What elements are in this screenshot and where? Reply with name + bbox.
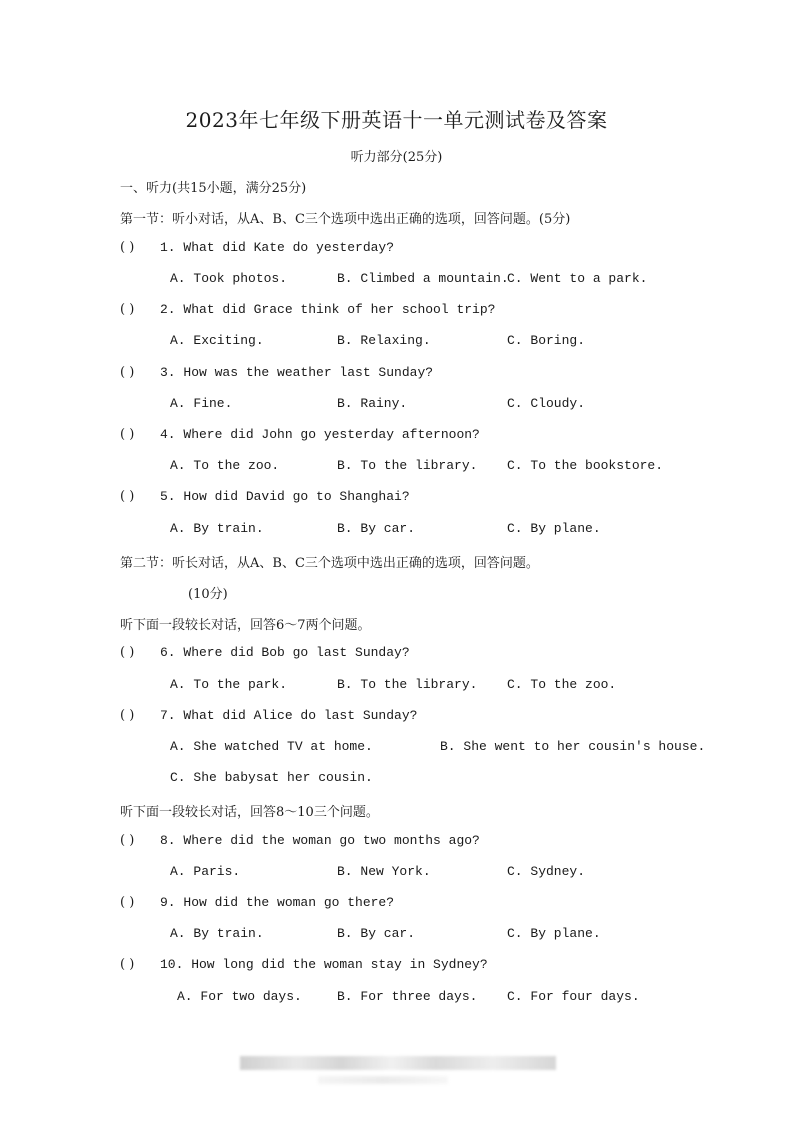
- option-b: B. To the library.: [337, 458, 478, 473]
- answer-blank[interactable]: ( ): [120, 957, 135, 972]
- page-title: 2023年七年级下册英语十一单元测试卷及答案: [185, 108, 608, 132]
- option-b: B. She went to her cousin's house.: [440, 739, 706, 754]
- option-a: A. For two days.: [177, 989, 302, 1004]
- option-b: B. For three days.: [337, 989, 478, 1004]
- option-c: C. For four days.: [507, 989, 640, 1004]
- part-two-score: (10分): [188, 587, 228, 602]
- answer-blank[interactable]: ( ): [120, 302, 135, 317]
- option-b: B. By car.: [337, 926, 416, 941]
- answer-blank[interactable]: ( ): [120, 489, 135, 504]
- option-a: A. To the zoo.: [170, 458, 280, 473]
- option-c: C. Went to a park.: [507, 271, 648, 286]
- option-a: A. Took photos.: [170, 271, 288, 286]
- option-c: C. To the bookstore.: [507, 458, 664, 473]
- option-b: B. Relaxing.: [337, 333, 431, 348]
- option-a: A. Exciting.: [170, 333, 264, 348]
- option-c: C. By plane.: [507, 521, 601, 536]
- option-a: A. To the park.: [170, 677, 288, 692]
- option-c: C. She babysat her cousin.: [170, 770, 373, 785]
- question-text: 10. How long did the woman stay in Sydney?: [160, 957, 488, 972]
- option-c: C. Boring.: [507, 333, 586, 348]
- question-text: 2. What did Grace think of her school trip?: [160, 302, 496, 317]
- option-c: C. By plane.: [507, 926, 601, 941]
- answer-blank[interactable]: ( ): [120, 833, 135, 848]
- question-text: 1. What did Kate do yesterday?: [160, 240, 395, 255]
- question-text: 4. Where did John go yesterday afternoon?: [160, 427, 480, 442]
- question-text: 6. Where did Bob go last Sunday?: [160, 645, 410, 660]
- option-a: A. She watched TV at home.: [170, 739, 373, 754]
- question-text: 8. Where did the woman go two months ago?: [160, 833, 480, 848]
- option-a: A. By train.: [170, 926, 264, 941]
- question-text: 3. How was the weather last Sunday?: [160, 365, 434, 380]
- option-b: B. To the library.: [337, 677, 478, 692]
- question-text: 9. How did the woman go there?: [160, 895, 395, 910]
- answer-blank[interactable]: ( ): [120, 895, 135, 910]
- dialogue-instructions: 听下面一段较长对话，回答8～10三个问题。: [120, 805, 379, 820]
- option-b: B. New York.: [337, 864, 431, 879]
- dialogue-instructions: 听下面一段较长对话，回答6～7两个问题。: [120, 618, 371, 633]
- option-a: A. By train.: [170, 521, 264, 536]
- answer-blank[interactable]: ( ): [120, 645, 135, 660]
- option-a: A. Paris.: [170, 864, 241, 879]
- blurred-footer-watermark: [240, 1056, 556, 1070]
- option-c: C. Sydney.: [507, 864, 586, 879]
- option-b: B. By car.: [337, 521, 416, 536]
- answer-blank[interactable]: ( ): [120, 365, 135, 380]
- option-b: B. Rainy.: [337, 396, 408, 411]
- answer-blank[interactable]: ( ): [120, 708, 135, 723]
- option-a: A. Fine.: [170, 396, 233, 411]
- part-one-instructions: 第一节：听小对话，从A、B、C三个选项中选出正确的选项，回答问题。(5分): [120, 212, 571, 227]
- question-text: 7. What did Alice do last Sunday?: [160, 708, 418, 723]
- option-b: B. Climbed a mountain.: [337, 271, 509, 286]
- part-two-instructions: 第二节：听长对话，从A、B、C三个选项中选出正确的选项，回答问题。: [120, 556, 539, 571]
- option-c: C. Cloudy.: [507, 396, 586, 411]
- option-c: C. To the zoo.: [507, 677, 617, 692]
- blurred-footer-watermark: [318, 1076, 448, 1084]
- section-heading: 一、听力(共15小题，满分25分): [120, 181, 307, 196]
- answer-blank[interactable]: ( ): [120, 240, 135, 255]
- question-text: 5. How did David go to Shanghai?: [160, 489, 410, 504]
- answer-blank[interactable]: ( ): [120, 427, 135, 442]
- page-subtitle: 听力部分(25分): [350, 150, 443, 165]
